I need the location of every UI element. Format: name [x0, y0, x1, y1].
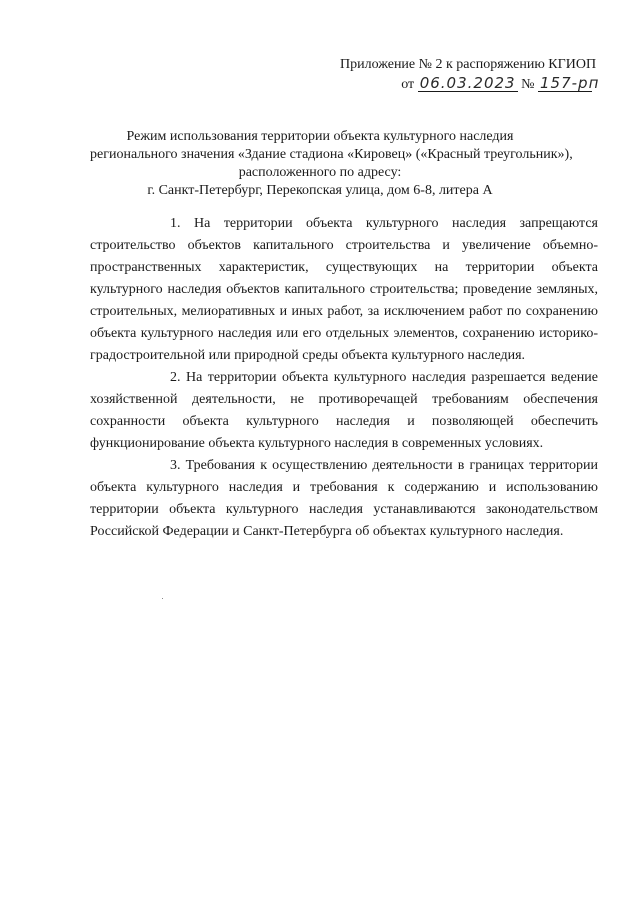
paragraph-number: 1. [170, 216, 181, 231]
annex-date-number-line [340, 74, 600, 94]
number-sign: № [521, 77, 535, 92]
annex-header [340, 56, 600, 94]
paragraph-text: На территории объекта культурного наследия запрещаются строительство объектов капитального строительства и увеличение объемно-пространственных характеристик, существующих на территории объекта культурного наследия объектов капитального строительства; проведение земляных, строительных, мелиоративных и иных работ, за исключением работ по сохранению объекта культурного наследия или его отдельных элементов, сохранению историко-градостроительной или природной среды объекта культурного наследия. [90, 216, 599, 363]
paragraph-text: Требования к осуществлению деятельности в границах территории объекта культурного наследия и требования к содержанию и использованию территории объекта культурного наследия устанавливаются законодательством Российской Федерации и Санкт-Петербурга об объектах культурного наследия. [90, 458, 598, 539]
title-line-4: г. Санкт-Петербург, Перекопская улица, дом 6-8, литера А [147, 183, 493, 198]
order-number: 157-рп [540, 74, 600, 92]
title-line-1: Режим использования территории объекта культурного наследия [126, 129, 514, 144]
document-title [90, 128, 573, 200]
paragraph-1 [90, 213, 598, 367]
paragraph-2 [90, 367, 598, 455]
title-line-2: регионального значения «Здание стадиона «Кировец» («Красный треугольник»), [90, 147, 573, 162]
paragraph-3 [90, 455, 598, 543]
paragraph-number: 3. [170, 458, 181, 473]
scan-speck [162, 598, 163, 599]
title-line-3: расположенного по адресу: [238, 165, 402, 180]
paragraph-text: На территории объекта культурного наследия разрешается ведение хозяйственной деятельности, не противоречащей требованиям обеспечения сохранности объекта культурного наследия и позволяющей обеспечить функционирование объекта культурного наследия в современных условиях. [90, 370, 598, 451]
paragraph-number: 2. [170, 370, 181, 385]
document-body [90, 213, 598, 543]
from-label: от [401, 77, 415, 92]
order-date: 06.03.2023 [418, 75, 518, 92]
annex-title: Приложение № 2 к распоряжению КГИОП [340, 57, 597, 72]
